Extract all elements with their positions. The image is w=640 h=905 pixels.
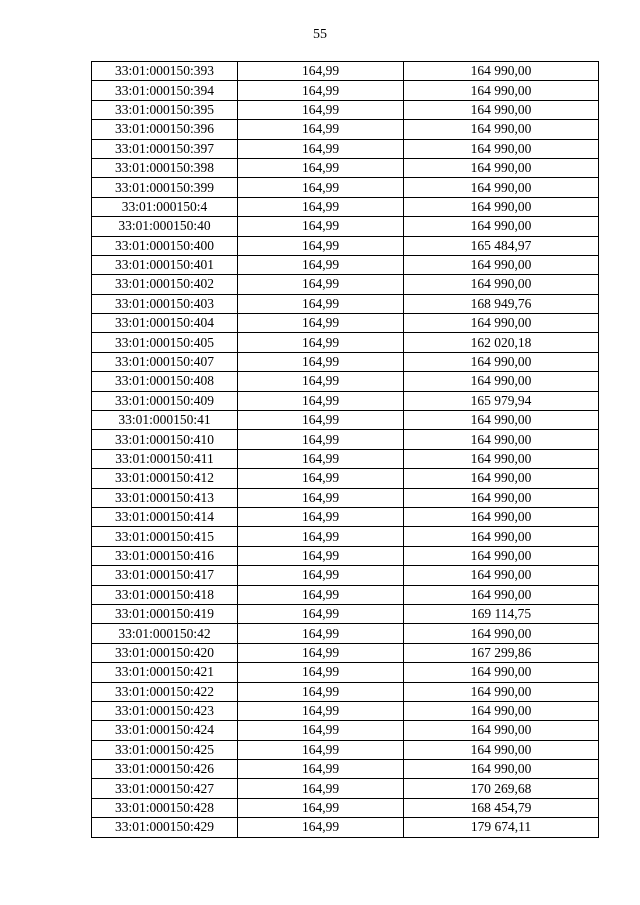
unit-value-cell: 164,99 [238,779,404,798]
total-value-cell: 164 990,00 [404,449,599,468]
cadastral-number-cell: 33:01:000150:421 [92,663,238,682]
cadastral-number-cell: 33:01:000150:425 [92,740,238,759]
cadastral-number-cell: 33:01:000150:399 [92,178,238,197]
unit-value-cell: 164,99 [238,546,404,565]
unit-value-cell: 164,99 [238,469,404,488]
table-row [92,663,599,682]
unit-value-cell: 164,99 [238,294,404,313]
total-value-cell: 168 454,79 [404,798,599,817]
total-value-cell: 164 990,00 [404,682,599,701]
unit-value-cell: 164,99 [238,701,404,720]
total-value-cell: 164 990,00 [404,120,599,139]
unit-value-cell: 164,99 [238,740,404,759]
unit-value-cell: 164,99 [238,682,404,701]
table-row [92,62,599,81]
table-row [92,391,599,410]
table-row [92,275,599,294]
table-body [92,62,599,838]
cadastral-number-cell: 33:01:000150:419 [92,604,238,623]
unit-value-cell: 164,99 [238,391,404,410]
unit-value-cell: 164,99 [238,585,404,604]
table-row [92,701,599,720]
total-value-cell: 164 990,00 [404,721,599,740]
table-row [92,469,599,488]
cadastral-number-cell: 33:01:000150:408 [92,372,238,391]
cadastral-number-cell: 33:01:000150:403 [92,294,238,313]
table-row [92,818,599,837]
table-row [92,760,599,779]
cadastral-number-cell: 33:01:000150:4 [92,197,238,216]
unit-value-cell: 164,99 [238,236,404,255]
table-row [92,721,599,740]
total-value-cell: 167 299,86 [404,643,599,662]
table-row [92,546,599,565]
total-value-cell: 179 674,11 [404,818,599,837]
table-row [92,682,599,701]
cadastral-number-cell: 33:01:000150:413 [92,488,238,507]
cadastral-number-cell: 33:01:000150:401 [92,255,238,274]
unit-value-cell: 164,99 [238,352,404,371]
cadastral-number-cell: 33:01:000150:415 [92,527,238,546]
total-value-cell: 164 990,00 [404,81,599,100]
table-row [92,120,599,139]
total-value-cell: 164 990,00 [404,217,599,236]
cadastral-number-cell: 33:01:000150:407 [92,352,238,371]
cadastral-number-cell: 33:01:000150:393 [92,62,238,81]
unit-value-cell: 164,99 [238,663,404,682]
cadastral-number-cell: 33:01:000150:396 [92,120,238,139]
total-value-cell: 164 990,00 [404,488,599,507]
cadastral-number-cell: 33:01:000150:42 [92,624,238,643]
table-row [92,604,599,623]
page-number: 55 [313,27,327,42]
table-row [92,139,599,158]
total-value-cell: 164 990,00 [404,663,599,682]
total-value-cell: 164 990,00 [404,197,599,216]
total-value-cell: 164 990,00 [404,178,599,197]
table-row [92,178,599,197]
cadastral-number-cell: 33:01:000150:395 [92,100,238,119]
total-value-cell: 164 990,00 [404,275,599,294]
cadastral-number-cell: 33:01:000150:404 [92,314,238,333]
total-value-cell: 164 990,00 [404,469,599,488]
total-value-cell: 164 990,00 [404,566,599,585]
table-row [92,624,599,643]
cadastral-number-cell: 33:01:000150:426 [92,760,238,779]
table-row [92,507,599,526]
table-row [92,158,599,177]
total-value-cell: 164 990,00 [404,507,599,526]
total-value-cell: 164 990,00 [404,314,599,333]
table-row [92,585,599,604]
cadastral-number-cell: 33:01:000150:424 [92,721,238,740]
unit-value-cell: 164,99 [238,798,404,817]
total-value-cell: 164 990,00 [404,624,599,643]
total-value-cell: 164 990,00 [404,760,599,779]
total-value-cell: 164 990,00 [404,352,599,371]
unit-value-cell: 164,99 [238,449,404,468]
table-row [92,255,599,274]
table-row [92,643,599,662]
table-row [92,236,599,255]
total-value-cell: 164 990,00 [404,701,599,720]
unit-value-cell: 164,99 [238,197,404,216]
table-row [92,81,599,100]
unit-value-cell: 164,99 [238,217,404,236]
cadastral-number-cell: 33:01:000150:411 [92,449,238,468]
total-value-cell: 164 990,00 [404,158,599,177]
cadastral-number-cell: 33:01:000150:423 [92,701,238,720]
total-value-cell: 164 990,00 [404,585,599,604]
cadastral-number-cell: 33:01:000150:409 [92,391,238,410]
total-value-cell: 164 990,00 [404,255,599,274]
unit-value-cell: 164,99 [238,760,404,779]
cadastral-number-cell: 33:01:000150:417 [92,566,238,585]
unit-value-cell: 164,99 [238,120,404,139]
unit-value-cell: 164,99 [238,62,404,81]
table-row [92,197,599,216]
unit-value-cell: 164,99 [238,255,404,274]
table-row [92,430,599,449]
table-row [92,527,599,546]
unit-value-cell: 164,99 [238,178,404,197]
cadastral-number-cell: 33:01:000150:397 [92,139,238,158]
total-value-cell: 164 990,00 [404,139,599,158]
total-value-cell: 164 990,00 [404,430,599,449]
cadastral-number-cell: 33:01:000150:412 [92,469,238,488]
cadastral-number-cell: 33:01:000150:400 [92,236,238,255]
table-row [92,740,599,759]
cadastral-number-cell: 33:01:000150:398 [92,158,238,177]
cadastral-number-cell: 33:01:000150:416 [92,546,238,565]
cadastral-number-cell: 33:01:000150:41 [92,411,238,430]
unit-value-cell: 164,99 [238,275,404,294]
table-row [92,294,599,313]
table-row [92,100,599,119]
total-value-cell: 168 949,76 [404,294,599,313]
total-value-cell: 164 990,00 [404,740,599,759]
unit-value-cell: 164,99 [238,100,404,119]
cadastral-number-cell: 33:01:000150:422 [92,682,238,701]
unit-value-cell: 164,99 [238,721,404,740]
total-value-cell: 170 269,68 [404,779,599,798]
unit-value-cell: 164,99 [238,81,404,100]
total-value-cell: 162 020,18 [404,333,599,352]
unit-value-cell: 164,99 [238,624,404,643]
unit-value-cell: 164,99 [238,818,404,837]
unit-value-cell: 164,99 [238,430,404,449]
table-row [92,372,599,391]
table-row [92,449,599,468]
unit-value-cell: 164,99 [238,643,404,662]
table-row [92,566,599,585]
cadastral-number-cell: 33:01:000150:428 [92,798,238,817]
total-value-cell: 165 979,94 [404,391,599,410]
unit-value-cell: 164,99 [238,372,404,391]
total-value-cell: 164 990,00 [404,372,599,391]
total-value-cell: 164 990,00 [404,62,599,81]
unit-value-cell: 164,99 [238,507,404,526]
cadastral-number-cell: 33:01:000150:418 [92,585,238,604]
unit-value-cell: 164,99 [238,566,404,585]
cadastral-number-cell: 33:01:000150:405 [92,333,238,352]
unit-value-cell: 164,99 [238,158,404,177]
cadastral-value-table [91,61,599,838]
unit-value-cell: 164,99 [238,604,404,623]
unit-value-cell: 164,99 [238,527,404,546]
cadastral-number-cell: 33:01:000150:410 [92,430,238,449]
cadastral-number-cell: 33:01:000150:414 [92,507,238,526]
cadastral-number-cell: 33:01:000150:427 [92,779,238,798]
table-row [92,411,599,430]
unit-value-cell: 164,99 [238,139,404,158]
table-row [92,488,599,507]
total-value-cell: 165 484,97 [404,236,599,255]
table-row [92,779,599,798]
total-value-cell: 164 990,00 [404,411,599,430]
total-value-cell: 164 990,00 [404,527,599,546]
unit-value-cell: 164,99 [238,333,404,352]
total-value-cell: 164 990,00 [404,100,599,119]
cadastral-number-cell: 33:01:000150:420 [92,643,238,662]
unit-value-cell: 164,99 [238,488,404,507]
table-row [92,314,599,333]
cadastral-number-cell: 33:01:000150:394 [92,81,238,100]
total-value-cell: 164 990,00 [404,546,599,565]
table-row [92,798,599,817]
unit-value-cell: 164,99 [238,314,404,333]
table-row [92,333,599,352]
table-row [92,352,599,371]
total-value-cell: 169 114,75 [404,604,599,623]
table-row [92,217,599,236]
cadastral-number-cell: 33:01:000150:402 [92,275,238,294]
unit-value-cell: 164,99 [238,411,404,430]
cadastral-number-cell: 33:01:000150:40 [92,217,238,236]
cadastral-number-cell: 33:01:000150:429 [92,818,238,837]
